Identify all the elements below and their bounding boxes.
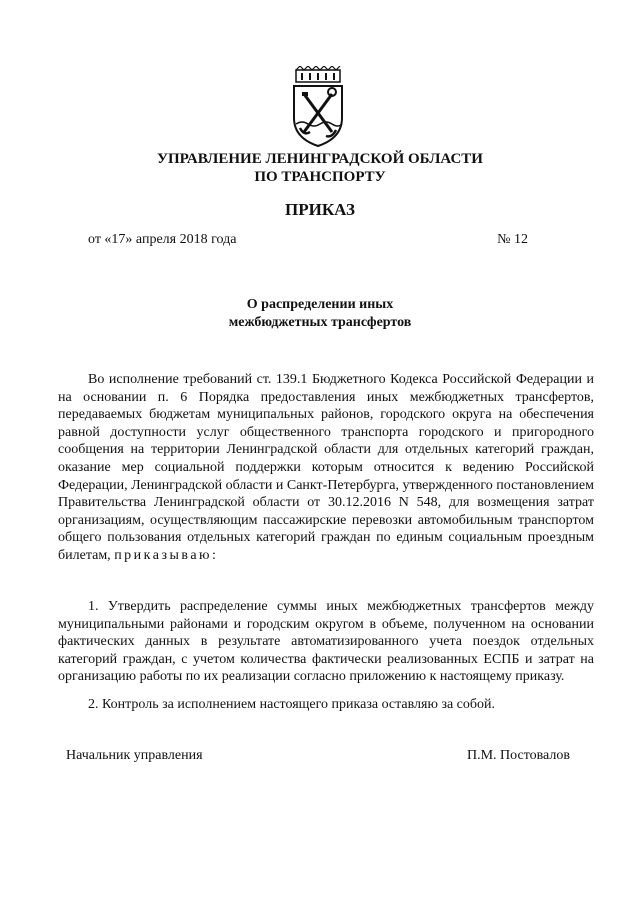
preamble-text: Во исполнение требований ст. 139.1 Бюджетного Кодекса Российской Федерации и на основании п. 6 Порядка предоставления иных межбюджетных трансфертов, передаваемых бюджетам муниципальных районов, городского округа на обеспечения равной доступности услуг общественного транспорта городского и пригородного сообщения на территории Ленинградской области для отдельных категорий граждан, оказание мер социальной поддержки которым относится к ведению Российской Федерации, Ленинградской области и Санкт-Петербурга, утвержденного постановлением Правительства Ленинградской области от 30.12.2016 N 548, для возмещения затрат организациям, осуществляющим пассажирские перевозки автомобильным транспортом общего пользования отдельных категорий граждан по единым социальным проездным билетам,: [58, 372, 594, 563]
document-date: от «17» апреля 2018 года: [88, 232, 237, 247]
order-item-1: 1. Утвердить распределение суммы иных межбюджетных трансфертов между муниципальными районами и городским округом в объеме, полученном на основании фактических данных в результате автоматизированного учета поездок отдельных категорий граждан, с учетом количества фактически реализованных ЕСПБ и затрат на организацию работы по их реализации согласно приложению к настоящему приказу.: [58, 599, 594, 685]
signatory-name: П.М. Постовалов: [466, 748, 570, 763]
organization-name-line1: УПРАВЛЕНИЕ ЛЕНИНГРАДСКОЙ ОБЛАСТИ: [157, 151, 483, 167]
subject-line2: межбюджетных трансфертов: [228, 315, 412, 330]
order-item-2: 2. Контроль за исполнением настоящего приказа оставляю за собой.: [88, 697, 496, 712]
subject-line1: О распределении иных: [246, 297, 394, 312]
organization-name-line2: ПО ТРАНСПОРТУ: [254, 169, 386, 185]
preamble-paragraph: [58, 371, 594, 565]
order-word: приказываю:: [114, 547, 219, 563]
document-number: № 12: [497, 232, 528, 247]
document-type: ПРИКАЗ: [285, 200, 355, 219]
coat-of-arms-icon: [290, 66, 346, 148]
signatory-position: Начальник управления: [66, 748, 203, 763]
